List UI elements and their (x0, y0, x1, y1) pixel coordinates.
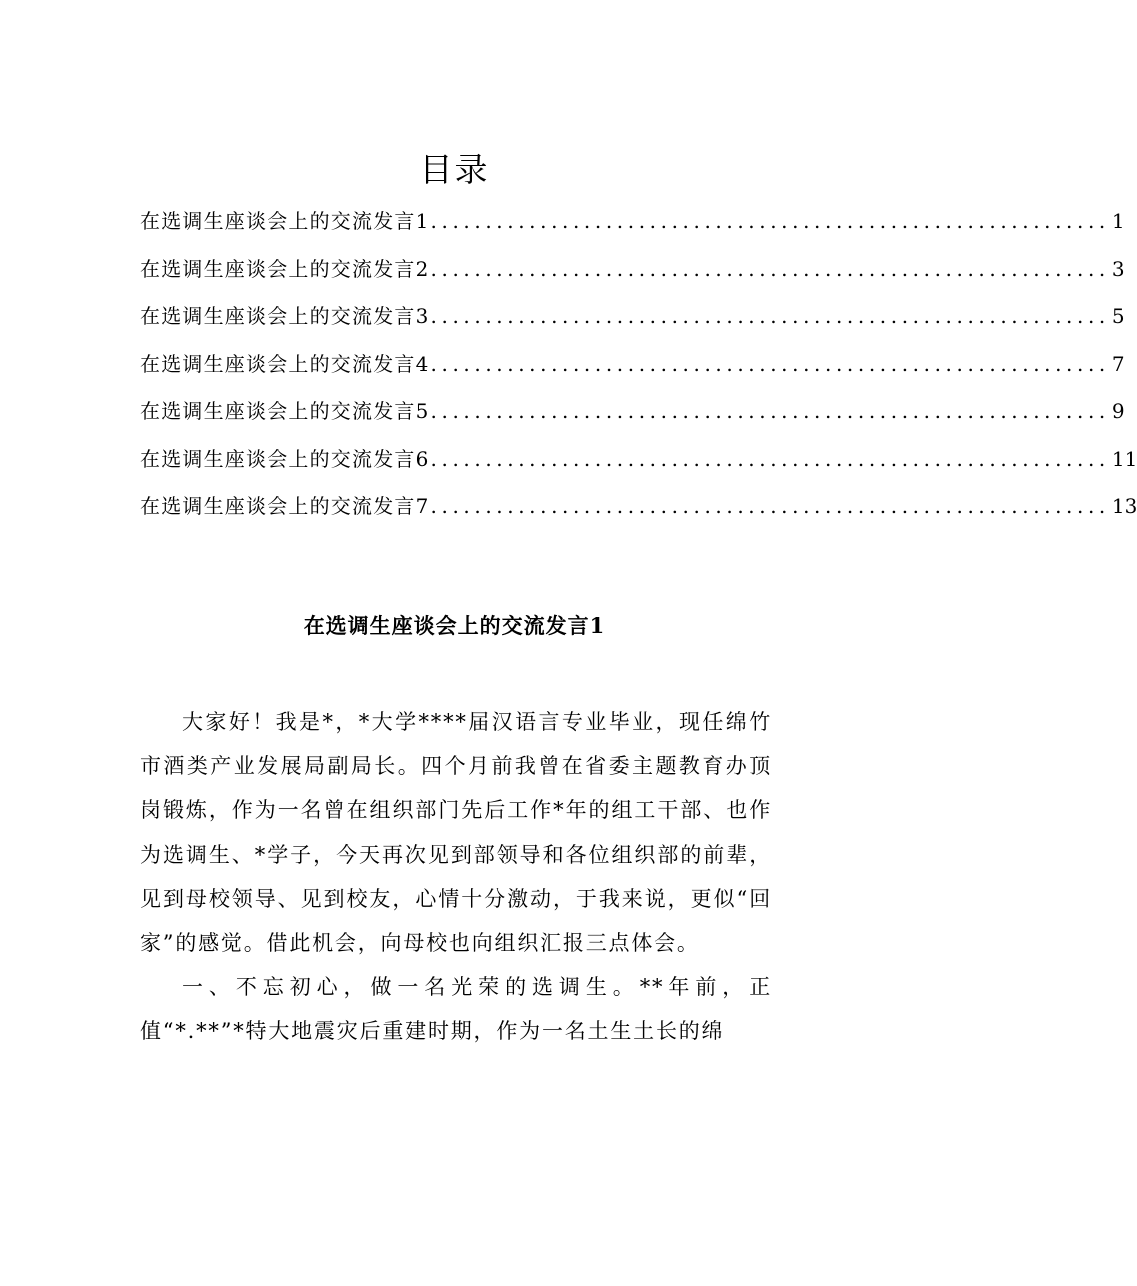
toc-entry-page: 3 (1111, 256, 1125, 281)
body-paragraph: 一、不忘初心，做一名光荣的选调生。**年前，正值“*.**”*特大地震灾后重建时期，作为一名土生土长的绵 (140, 975, 772, 1044)
toc-entry[interactable] (140, 246, 1125, 294)
toc-leader-dots: .............................................................. (430, 494, 1110, 518)
toc-entry[interactable] (140, 293, 1125, 341)
body-text (140, 700, 772, 1054)
toc-entry-page: 5 (1111, 304, 1125, 328)
toc-entry-title: 在选调生座谈会上的交流发言4 (140, 351, 430, 376)
toc-entry-page: 1 (1111, 209, 1125, 233)
toc-entry-title: 在选调生座谈会上的交流发言3 (140, 304, 430, 328)
toc-entry[interactable] (140, 198, 1125, 246)
toc-entry-title: 在选调生座谈会上的交流发言1 (140, 209, 430, 233)
toc-entry-page: 9 (1111, 399, 1125, 423)
toc-entry[interactable] (140, 483, 1137, 531)
toc-heading: 目录 (419, 150, 490, 189)
toc-entry-title: 在选调生座谈会上的交流发言7 (140, 494, 430, 518)
toc-entry-page: 13 (1111, 494, 1137, 518)
toc-leader-dots: .............................................................. (430, 256, 1110, 281)
toc-leader-dots: .............................................................. (430, 446, 1110, 471)
body-paragraph: 大家好！我是*，*大学****届汉语言专业毕业，现任绵竹市酒类产业发展局副局长。四个月前我曾在省委主题教育办顶岗锻炼，作为一名曾在组织部门先后工作*年的组工干部、也作为选调生、*学子，今天再次见到部领导和各位组织部的前辈，见到母校领导、见到校友，心情十分激动，于我来说，更似“回家”的感觉。借此机会，向母校也向组织汇报三点体会。 (140, 710, 772, 956)
toc-entry-title: 在选调生座谈会上的交流发言2 (140, 256, 430, 281)
toc-list (140, 198, 1137, 531)
toc-leader-dots: .............................................................. (430, 399, 1110, 423)
toc-entry-page: 7 (1111, 351, 1125, 376)
toc-leader-dots: .............................................................. (430, 304, 1110, 328)
toc-entry-page: 11 (1111, 446, 1137, 471)
toc-entry[interactable] (140, 388, 1125, 436)
toc-entry[interactable] (140, 341, 1125, 389)
toc-entry-title: 在选调生座谈会上的交流发言5 (140, 399, 430, 423)
section-heading: 在选调生座谈会上的交流发言1 (303, 613, 606, 638)
toc-leader-dots: .............................................................. (430, 351, 1110, 376)
toc-entry-title: 在选调生座谈会上的交流发言6 (140, 446, 430, 471)
toc-entry[interactable] (140, 436, 1137, 484)
toc-leader-dots: .............................................................. (430, 209, 1110, 233)
